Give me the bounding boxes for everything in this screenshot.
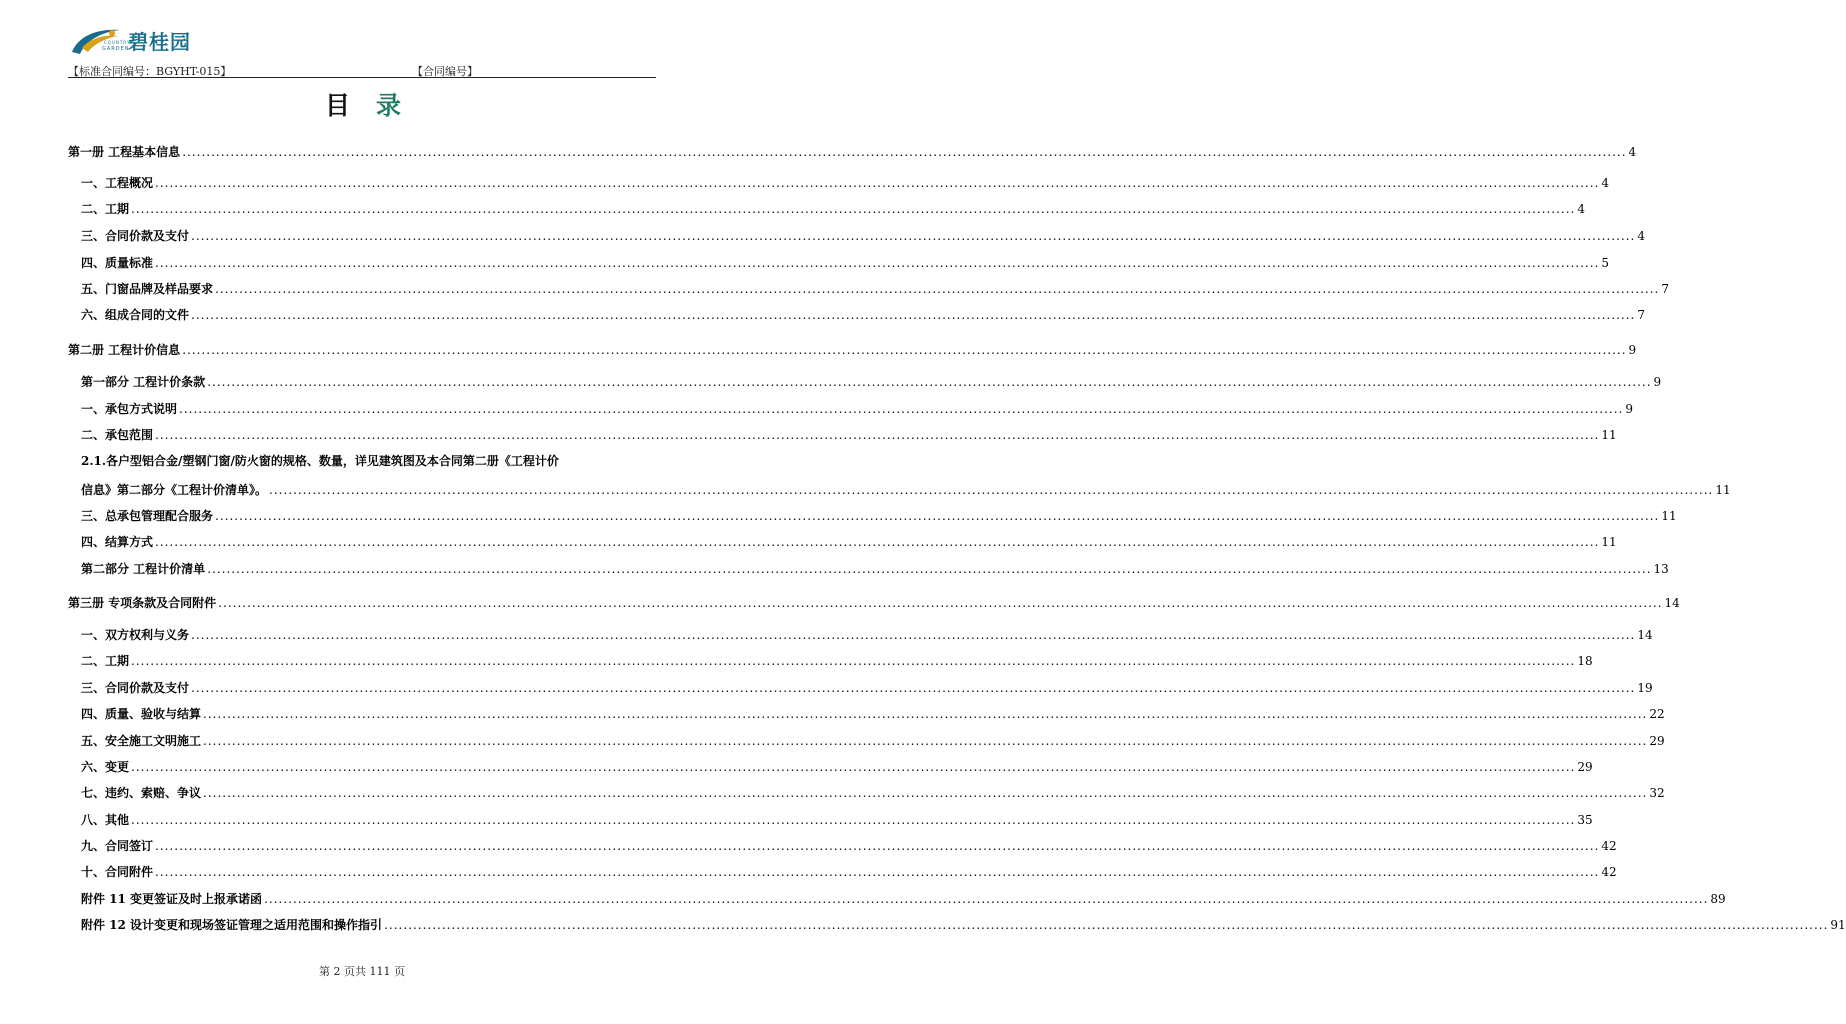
toc-entry[interactable]: [81, 626, 1653, 644]
toc-entry-label: 第三册 专项条款及合同附件: [68, 596, 217, 610]
toc-entry-page-number: 4: [1628, 145, 1637, 159]
toc-entry-label: 第一册 工程基本信息: [68, 145, 181, 159]
toc-dot-leader: ............................................................................................................................................................................................................................................................................................................: [155, 839, 1600, 853]
toc-entry-label: 五、门窗品牌及样品要求: [81, 282, 214, 296]
toc-dot-leader: ............................................................................................................................................................................................................................................................................................................: [218, 596, 1663, 610]
toc-entry[interactable]: [81, 200, 1585, 218]
toc-entry-page-number: 91: [1830, 918, 1846, 932]
toc-entry[interactable]: [81, 373, 1662, 391]
toc-dot-leader: ............................................................................................................................................................................................................................................................................................................: [207, 375, 1652, 389]
toc-dot-leader: ............................................................................................................................................................................................................................................................................................................: [155, 256, 1600, 270]
toc-entry-page-number: 35: [1577, 813, 1593, 827]
toc-entry[interactable]: [81, 863, 1617, 881]
toc-entry[interactable]: [81, 705, 1665, 723]
toc-entry-label: 三、总承包管理配合服务: [81, 509, 214, 523]
toc-entry[interactable]: [81, 652, 1593, 670]
toc-entry[interactable]: [68, 594, 1680, 612]
toc-entry-label: 一、双方权利与义务: [81, 628, 190, 642]
toc-dot-leader: ............................................................................................................................................................................................................................................................................................................: [191, 229, 1636, 243]
toc-entry-page-number: 4: [1601, 176, 1609, 190]
toc-entry[interactable]: [81, 533, 1617, 551]
toc-entry-label: 二、工期: [81, 202, 130, 216]
toc-entry[interactable]: [68, 143, 1637, 161]
toc-entry-label: 六、变更: [81, 760, 130, 774]
toc-entry-page-number: 42: [1601, 865, 1617, 879]
toc-dot-leader: ............................................................................................................................................................................................................................................................................................................: [269, 483, 1714, 497]
toc-dot-leader: ............................................................................................................................................................................................................................................................................................................: [155, 176, 1600, 190]
toc-dot-leader: ............................................................................................................................................................................................................................................................................................................: [384, 918, 1829, 932]
toc-dot-leader: ............................................................................................................................................................................................................................................................................................................: [191, 681, 1636, 695]
toc-entry-page-number: 14: [1664, 596, 1680, 610]
toc-entry-page-number: 4: [1577, 202, 1585, 216]
toc-entry-label: 一、工程概况: [81, 176, 154, 190]
toc-entry-page-number: 4: [1637, 229, 1645, 243]
toc-entry-page-number: 14: [1637, 628, 1653, 642]
toc-entry[interactable]: [81, 811, 1593, 829]
toc-entry-label: 九、合同签订: [81, 839, 154, 853]
toc-entry[interactable]: [81, 837, 1617, 855]
contract-number: 【合同编号】: [412, 65, 478, 78]
toc-entry[interactable]: [81, 732, 1665, 750]
toc-entry-page-number: 5: [1601, 256, 1609, 270]
toc-entry[interactable]: [81, 426, 1617, 444]
toc-entry-label: 四、质量标准: [81, 256, 154, 270]
toc-dot-leader: ............................................................................................................................................................................................................................................................................................................: [155, 865, 1600, 879]
toc-entry-label: 五、安全施工文明施工: [81, 734, 202, 748]
toc-entry-page-number: 13: [1653, 562, 1669, 576]
toc-entry-page-number: 7: [1661, 282, 1669, 296]
toc-entry[interactable]: [81, 916, 1846, 934]
toc-entry-label: 三、合同价款及支付: [81, 229, 190, 243]
toc-entry-label: 一、承包方式说明: [81, 402, 178, 416]
toc-entry-label: 第二部分 工程计价清单: [81, 562, 206, 576]
toc-entry-label: 二、工期: [81, 654, 130, 668]
toc-entry-label: 第一部分 工程计价条款: [81, 375, 206, 389]
toc-entry-label: 六、组成合同的文件: [81, 308, 190, 322]
toc-entry-page-number: 42: [1601, 839, 1617, 853]
toc-entry-label: 四、质量、验收与结算: [81, 707, 202, 721]
toc-entry-label: 2.1.各户型铝合金/塑钢门窗/防火窗的规格、数量，详见建筑图及本合同第二册《工程计价: [81, 454, 559, 468]
toc-entry[interactable]: [81, 227, 1645, 245]
logo-english-line1: COUNTRY: [104, 40, 131, 45]
toc-dot-leader: ............................................................................................................................................................................................................................................................................................................: [203, 734, 1648, 748]
toc-dot-leader: ............................................................................................................................................................................................................................................................................................................: [203, 786, 1648, 800]
logo-chinese-name: 碧桂园: [128, 30, 191, 54]
toc-dot-leader: ............................................................................................................................................................................................................................................................................................................: [215, 509, 1660, 523]
toc-entry-label: 二、承包范围: [81, 428, 154, 442]
toc-entry[interactable]: [81, 306, 1645, 324]
toc-entry[interactable]: [81, 452, 656, 470]
toc-dot-leader: ............................................................................................................................................................................................................................................................................................................: [264, 892, 1709, 906]
toc-entry-label: 附件 12 设计变更和现场签证管理之适用范围和操作指引: [81, 918, 383, 932]
toc-dot-leader: ............................................................................................................................................................................................................................................................................................................: [155, 428, 1600, 442]
toc-dot-leader: ............................................................................................................................................................................................................................................................................................................: [182, 145, 1627, 159]
toc-entry-page-number: 11: [1601, 428, 1617, 442]
title-char-2: 录: [376, 91, 402, 120]
toc-entry-label: 第二册 工程计价信息: [68, 343, 181, 357]
toc-entry-page-number: 22: [1649, 707, 1665, 721]
toc-entry[interactable]: [68, 341, 1637, 359]
toc-entry-label: 七、违约、索赔、争议: [81, 786, 202, 800]
toc-entry-page-number: 11: [1715, 483, 1731, 497]
toc-dot-leader: ............................................................................................................................................................................................................................................................................................................: [179, 402, 1624, 416]
toc-dot-leader: ............................................................................................................................................................................................................................................................................................................: [155, 535, 1600, 549]
toc-entry-label: 附件 11 变更签证及时上报承诺函: [81, 892, 263, 906]
toc-entry-page-number: 11: [1661, 509, 1677, 523]
toc-entry-page-number: 9: [1653, 375, 1662, 389]
toc-entry-page-number: 29: [1577, 760, 1593, 774]
toc-dot-leader: ............................................................................................................................................................................................................................................................................................................: [207, 562, 1652, 576]
page-footer: 第 2 页共 111 页: [319, 965, 405, 978]
toc-entry[interactable]: [81, 758, 1593, 776]
toc-entry-page-number: 18: [1577, 654, 1593, 668]
toc-entry-page-number: 89: [1710, 892, 1726, 906]
toc-entry[interactable]: [81, 400, 1633, 418]
toc-entry[interactable]: [81, 280, 1669, 298]
toc-entry-page-number: 9: [1628, 343, 1637, 357]
toc-dot-leader: ............................................................................................................................................................................................................................................................................................................: [182, 343, 1627, 357]
title-char-1: 目: [325, 91, 351, 120]
toc-entry-label: 三、合同价款及支付: [81, 681, 190, 695]
toc-entry-page-number: 7: [1637, 308, 1645, 322]
toc-dot-leader: ............................................................................................................................................................................................................................................................................................................: [191, 628, 1636, 642]
toc-dot-leader: ............................................................................................................................................................................................................................................................................................................: [131, 813, 1576, 827]
toc-entry-page-number: 9: [1625, 402, 1633, 416]
toc-entry-label: 十、合同附件: [81, 865, 154, 879]
toc-dot-leader: ............................................................................................................................................................................................................................................................................................................: [215, 282, 1660, 296]
toc-entry-page-number: 11: [1601, 535, 1617, 549]
toc-entry[interactable]: [81, 890, 1726, 908]
toc-entry-page-number: 32: [1649, 786, 1665, 800]
toc-dot-leader: ............................................................................................................................................................................................................................................................................................................: [203, 707, 1648, 721]
toc-entry[interactable]: [81, 174, 1609, 192]
toc-entry[interactable]: [81, 254, 1609, 272]
toc-entry[interactable]: [81, 784, 1665, 802]
toc-entry-page-number: 19: [1637, 681, 1653, 695]
toc-dot-leader: ............................................................................................................................................................................................................................................................................................................: [191, 308, 1636, 322]
toc-entry[interactable]: [81, 507, 1677, 525]
toc-entry-page-number: 29: [1649, 734, 1665, 748]
logo-english-line2: GARDEN: [102, 46, 130, 52]
toc-entry-label: 信息》第二部分《工程计价清单》。: [81, 483, 268, 497]
toc-entry-label: 四、结算方式: [81, 535, 154, 549]
toc-dot-leader: ............................................................................................................................................................................................................................................................................................................: [131, 760, 1576, 774]
toc-entry[interactable]: [81, 560, 1669, 578]
toc-entry-label: 八、其他: [81, 813, 130, 827]
toc-dot-leader: ............................................................................................................................................................................................................................................................................................................: [131, 654, 1576, 668]
toc-dot-leader: ............................................................................................................................................................................................................................................................................................................: [131, 202, 1576, 216]
toc-entry[interactable]: [81, 679, 1653, 697]
toc-entry[interactable]: [81, 481, 1731, 499]
standard-contract-number: 【标准合同编号：BGYHT-015】: [68, 65, 232, 78]
